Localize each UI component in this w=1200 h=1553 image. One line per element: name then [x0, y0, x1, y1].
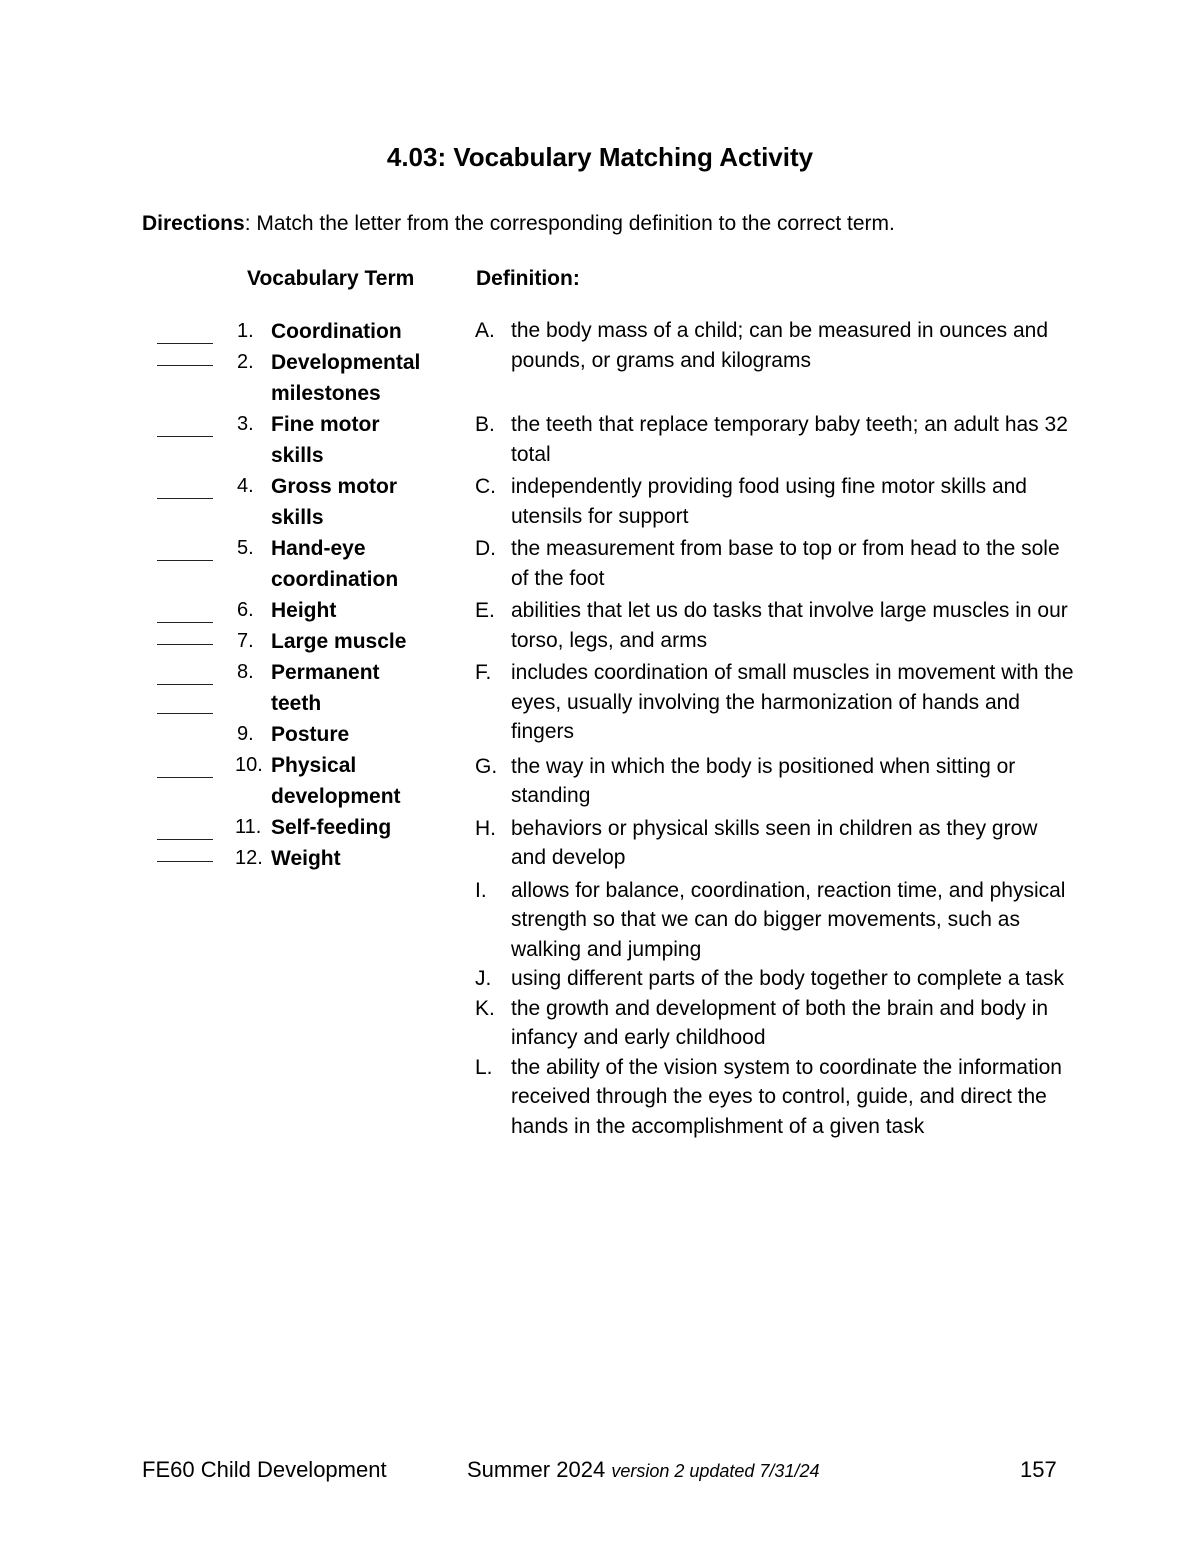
- definition-letter: L.: [475, 1055, 493, 1079]
- definition-letter: K.: [475, 996, 495, 1020]
- definition-letter: D.: [475, 537, 496, 560]
- definition-text: the body mass of a child; can be measured in ounces and pounds, or grams and kilograms: [511, 319, 1048, 372]
- definition-text: the way in which the body is positioned when sitting or standing: [511, 754, 1016, 807]
- term-number: 5.: [237, 537, 254, 559]
- term-word: Hand-eye coordination: [271, 537, 399, 591]
- term-word: Fine motor skills: [271, 413, 380, 467]
- term-word: Posture: [271, 723, 350, 746]
- definitions-list: [475, 316, 1075, 1141]
- definition-row: [475, 1053, 1075, 1142]
- definition-letter: H.: [475, 816, 496, 840]
- definition-text: behaviors or physical skills seen in children as they grow and develop: [511, 816, 1038, 869]
- definition-row: [475, 876, 1075, 965]
- footer-version: version 2 updated 7/31/24: [611, 1461, 820, 1481]
- term-number: 8.: [237, 661, 254, 683]
- definition-letter: A.: [475, 319, 495, 342]
- definition-text: using different parts of the body together to complete a task: [511, 967, 1064, 990]
- term-number: 11.: [235, 816, 262, 838]
- definition-header: Definition:: [476, 267, 580, 290]
- footer-course: FE60 Child Development: [142, 1457, 387, 1482]
- footer-term-text: Summer 2024: [467, 1457, 606, 1482]
- definition-text: includes coordination of small muscles in movement with the eyes, usually involving the harmonization of hands and fingers: [511, 661, 1074, 743]
- term-number: 10.: [235, 754, 263, 776]
- definition-row: [475, 596, 1075, 655]
- term-row: [155, 316, 465, 347]
- definition-letter: J.: [475, 967, 492, 990]
- term-row: [155, 533, 465, 595]
- definition-row: [475, 316, 1075, 375]
- definition-text: independently providing food using fine motor skills and utensils for support: [511, 475, 1027, 528]
- term-word: Developmental milestones: [271, 351, 421, 405]
- definition-text: abilities that let us do tasks that involve large muscles in our torso, legs, and arms: [511, 599, 1068, 652]
- definition-letter: C.: [475, 475, 496, 498]
- term-word: Weight: [271, 847, 341, 870]
- definition-row: [475, 472, 1075, 531]
- definition-text: the ability of the vision system to coordinate the information received through the eyes to control, guide, and direct the hands in the accomplishment of a given task: [511, 1055, 1062, 1138]
- directions-label: Directions: [142, 212, 245, 235]
- term-word: Physical development: [271, 754, 401, 808]
- page-title: 4.03: Vocabulary Matching Activity: [386, 142, 814, 172]
- term-word: Large muscle: [271, 630, 407, 653]
- definition-text: the teeth that replace temporary baby teeth; an adult has 32 total: [511, 413, 1068, 466]
- term-row: [155, 657, 465, 719]
- term-word: Coordination: [271, 320, 402, 343]
- term-number: 7.: [237, 630, 254, 652]
- definition-letter: E.: [475, 599, 495, 622]
- term-word: Permanent teeth: [271, 661, 380, 715]
- footer-page-number: 157: [1020, 1457, 1057, 1482]
- term-row: [155, 409, 465, 471]
- term-row: [155, 595, 465, 626]
- definition-text: the growth and development of both the brain and body in infancy and early childhood: [511, 996, 1049, 1049]
- definition-row: [475, 658, 1075, 747]
- directions-text: : Match the letter from the corresponding definition to the correct term.: [244, 212, 895, 235]
- definition-row: [475, 994, 1075, 1053]
- term-row: [155, 347, 465, 409]
- definition-row: [475, 534, 1075, 593]
- term-row: [155, 812, 465, 843]
- term-row: [155, 843, 465, 874]
- term-number: 4.: [237, 475, 254, 497]
- definition-row: [475, 410, 1075, 469]
- terms-list: [155, 316, 465, 874]
- term-row: [155, 719, 465, 750]
- vocabulary-term-header: Vocabulary Term: [247, 267, 415, 290]
- term-row: [155, 750, 465, 812]
- term-word: Gross motor skills: [271, 475, 398, 529]
- definition-text: allows for balance, coordination, reaction time, and physical strength so that we can do bigger movements, such as walking and jumping: [511, 878, 1066, 961]
- definition-text: the measurement from base to top or from head to the sole of the foot: [511, 537, 1060, 590]
- term-row: [155, 471, 465, 533]
- definition-row: [475, 814, 1075, 873]
- definition-letter: G.: [475, 754, 498, 778]
- footer-term: [467, 1456, 819, 1485]
- definition-letter: I.: [475, 878, 487, 902]
- term-row: [155, 626, 465, 657]
- term-number: 6.: [237, 599, 254, 621]
- term-number: 2.: [237, 351, 254, 373]
- term-word: Height: [271, 599, 337, 622]
- term-number: 9.: [237, 723, 254, 745]
- definition-letter: F.: [475, 661, 492, 684]
- term-word: Self-feeding: [271, 816, 392, 839]
- definition-letter: B.: [475, 413, 495, 436]
- definition-row: [475, 964, 1075, 994]
- directions: [142, 210, 895, 238]
- term-number: 1.: [237, 320, 254, 342]
- definition-row: [475, 752, 1075, 811]
- term-number: 3.: [237, 413, 254, 435]
- term-number: 12.: [235, 847, 263, 869]
